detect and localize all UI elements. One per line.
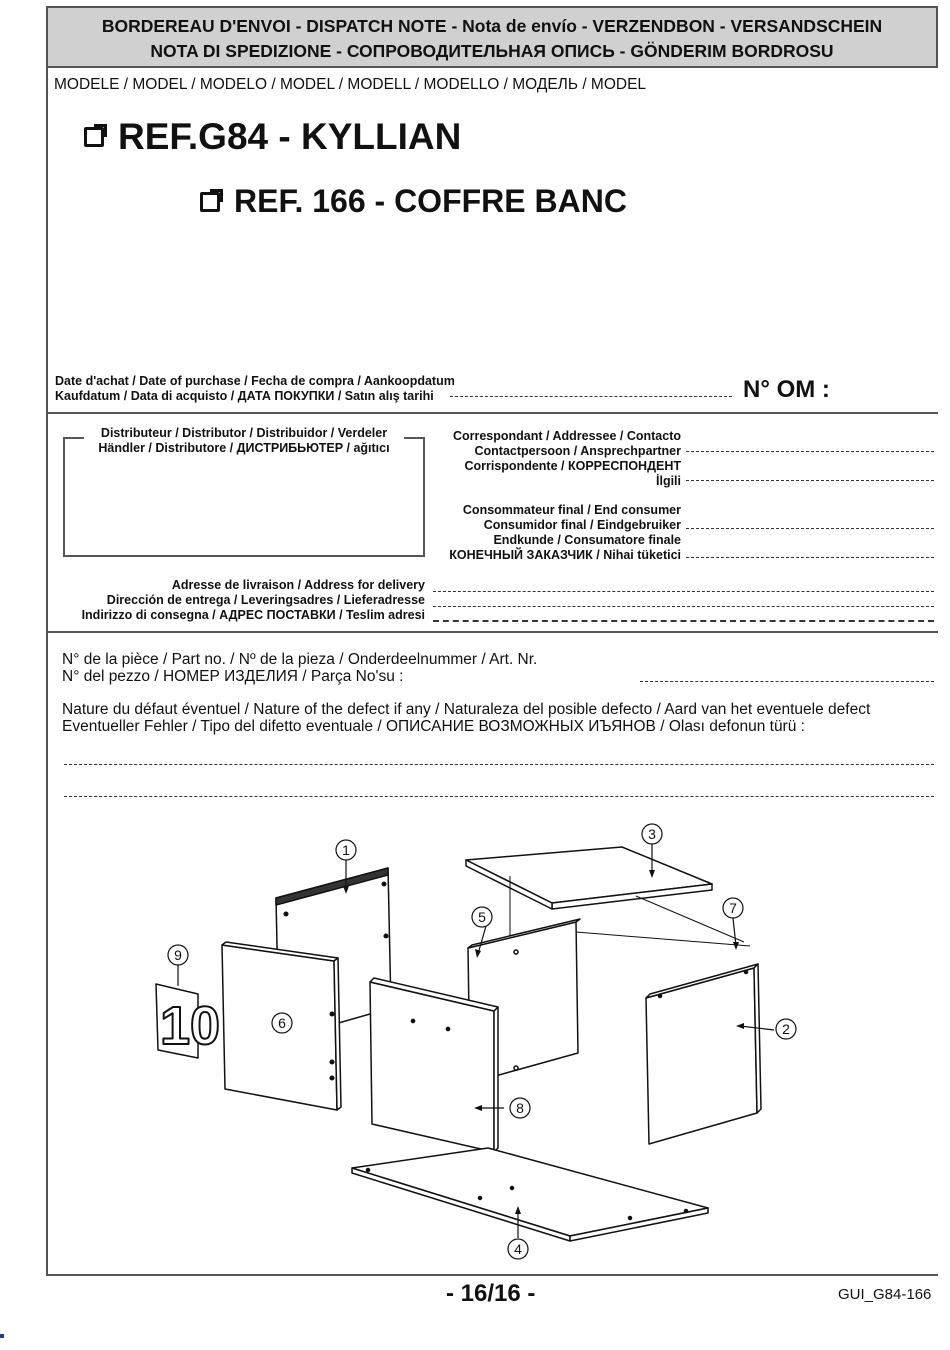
part-9-hardware-bag [156,984,220,1058]
purchase-date-label-1: Date d'achat / Date of purchase / Fecha de compra / Aankoopdatum [55,374,455,388]
reference-option-2[interactable] [200,183,627,220]
delivery-input-line-1[interactable] [433,591,934,592]
delivery-label-1: Adresse de livraison / Address for delivery [171,578,425,592]
left-frame-rule [46,6,48,1276]
part-7-back-panel [576,932,750,946]
callout-9 [168,945,188,965]
consumer-input-line-1[interactable] [686,528,934,529]
callout-5 [472,907,492,927]
part-number-input-line[interactable] [640,681,934,682]
delivery-input-line-2[interactable] [433,606,934,607]
callout-8 [510,1098,530,1118]
consumer-label-4: КОНЕЧНЫЙ ЗАКАЗЧИК / Nihai tüketici [449,548,681,562]
consumer-label-3: Endkunde / Consumatore finale [493,533,681,547]
correspondent-label-1: Correspondant / Addressee / Contacto [452,429,681,443]
reference-option-1[interactable] [84,116,461,158]
correspondent-label-2: Contactpersoon / Ansprechpartner [474,444,681,458]
header-title-line2: NOTA DI SPEDIZIONE - СОПРОВОДИТЕЛЬНАЯ ОПИСЬ - GÖNDERIM BORDROSU [150,41,834,61]
document-header [46,6,938,68]
reference-label: REF. 166 - COFFRE BANC [234,183,627,219]
correspondent-field [430,429,681,489]
callout-4 [508,1239,528,1259]
consumer-label-2: Consumidor final / Eindgebruiker [483,518,681,532]
consumer-label-1: Consommateur final / End consumer [462,503,681,517]
defect-label-2: Eventueller Fehler / Tipo del difetto eventuale / ОПИСАНИЕ ВОЗМОЖНЫХ ИЪЯНОВ / Olası defonun türü : [62,718,805,735]
callout-number: 3 [648,826,656,842]
callout-number: 5 [478,909,486,925]
callout-number: 7 [729,900,737,916]
consumer-input-line-2[interactable] [686,557,934,558]
part-number-label-1: N° de la pièce / Part no. / Nº de la pieza / Onderdeelnummer / Art. Nr. [62,651,538,668]
checkbox-icon[interactable] [200,192,220,212]
defect-label-1: Nature du défaut éventuel / Nature of the defect if any / Naturaleza del posible defecto / Aard van het eventuele defect [62,701,871,718]
callout-number: 9 [174,947,182,963]
exploded-parts-diagram [140,818,800,1268]
delivery-label-2: Dirección de entrega / Leveringsadres / Lieferadresse [106,593,425,607]
page-number: - 16/16 - [446,1280,536,1307]
purchase-date-field [55,374,455,404]
distributor-label [84,426,404,456]
purchase-date-input-line[interactable] [450,396,732,397]
defect-input-line-2[interactable] [64,796,934,797]
callout-number: 8 [516,1100,524,1116]
part-2-side-panel [646,964,761,1144]
part-number-label-2: N° del pezzo / НОМЕР ИЗДЕЛИЯ / Parça No'su : [62,668,404,685]
defect-input-line-1[interactable] [64,764,934,765]
end-consumer-field [430,503,681,563]
callout-number: 1 [342,842,350,858]
model-label: MODELE / MODEL / MODELO / MODEL / MODELL / MODELLO / МОДЕЛЬ / MODEL [54,76,647,93]
callout-3 [642,824,662,844]
purchase-date-label-2: Kaufdatum / Data di acquisto / ДАТА ПОКУПКИ / Satın alış tarihi [55,389,434,403]
corner-mark [0,1334,4,1338]
header-title-line1: BORDEREAU D'ENVOI - DISPATCH NOTE - Nota de envío - VERZENDBON - VERSANDSCHEIN [101,16,883,36]
distributor-label-line1: Distributeur / Distributor / Distribuidor / Verdeler [100,426,388,440]
hardware-quantity-label: 10 [160,996,221,1056]
callout-7 [723,898,743,918]
delivery-address-field [50,578,425,623]
correspondent-label-4: İlgili [656,474,681,488]
part-4-bottom-panel [352,1148,708,1241]
part-8-front-panel [370,978,498,1152]
callout-number: 6 [278,1015,286,1031]
callout-1 [336,840,356,860]
correspondent-input-line-1[interactable] [686,451,934,452]
correspondent-label-3: Corrispondente / КОРРЕСПОНДЕНТ [464,459,681,473]
section-divider [46,631,938,633]
callout-6 [272,1013,292,1033]
callout-number: 4 [514,1241,522,1257]
delivery-label-3: Indirizzo di consegna / АДРЕС ПОСТАВКИ / Teslim adresi [81,608,425,622]
callout-2 [776,1019,796,1039]
delivery-input-line-3[interactable] [433,620,934,622]
document-code: GUI_G84-166 [838,1286,932,1303]
correspondent-input-line-2[interactable] [686,480,934,481]
footer-divider [46,1274,938,1276]
section-divider [46,412,938,414]
distributor-label-line2: Händler / Distributore / ДИСТРИБЬЮТЕР / ağıtıcı [98,441,390,455]
om-number-label: N° OM : [743,376,830,403]
callout-number: 2 [782,1021,790,1037]
reference-label: REF.G84 - KYLLIAN [118,116,462,157]
checkbox-icon[interactable] [84,127,104,147]
